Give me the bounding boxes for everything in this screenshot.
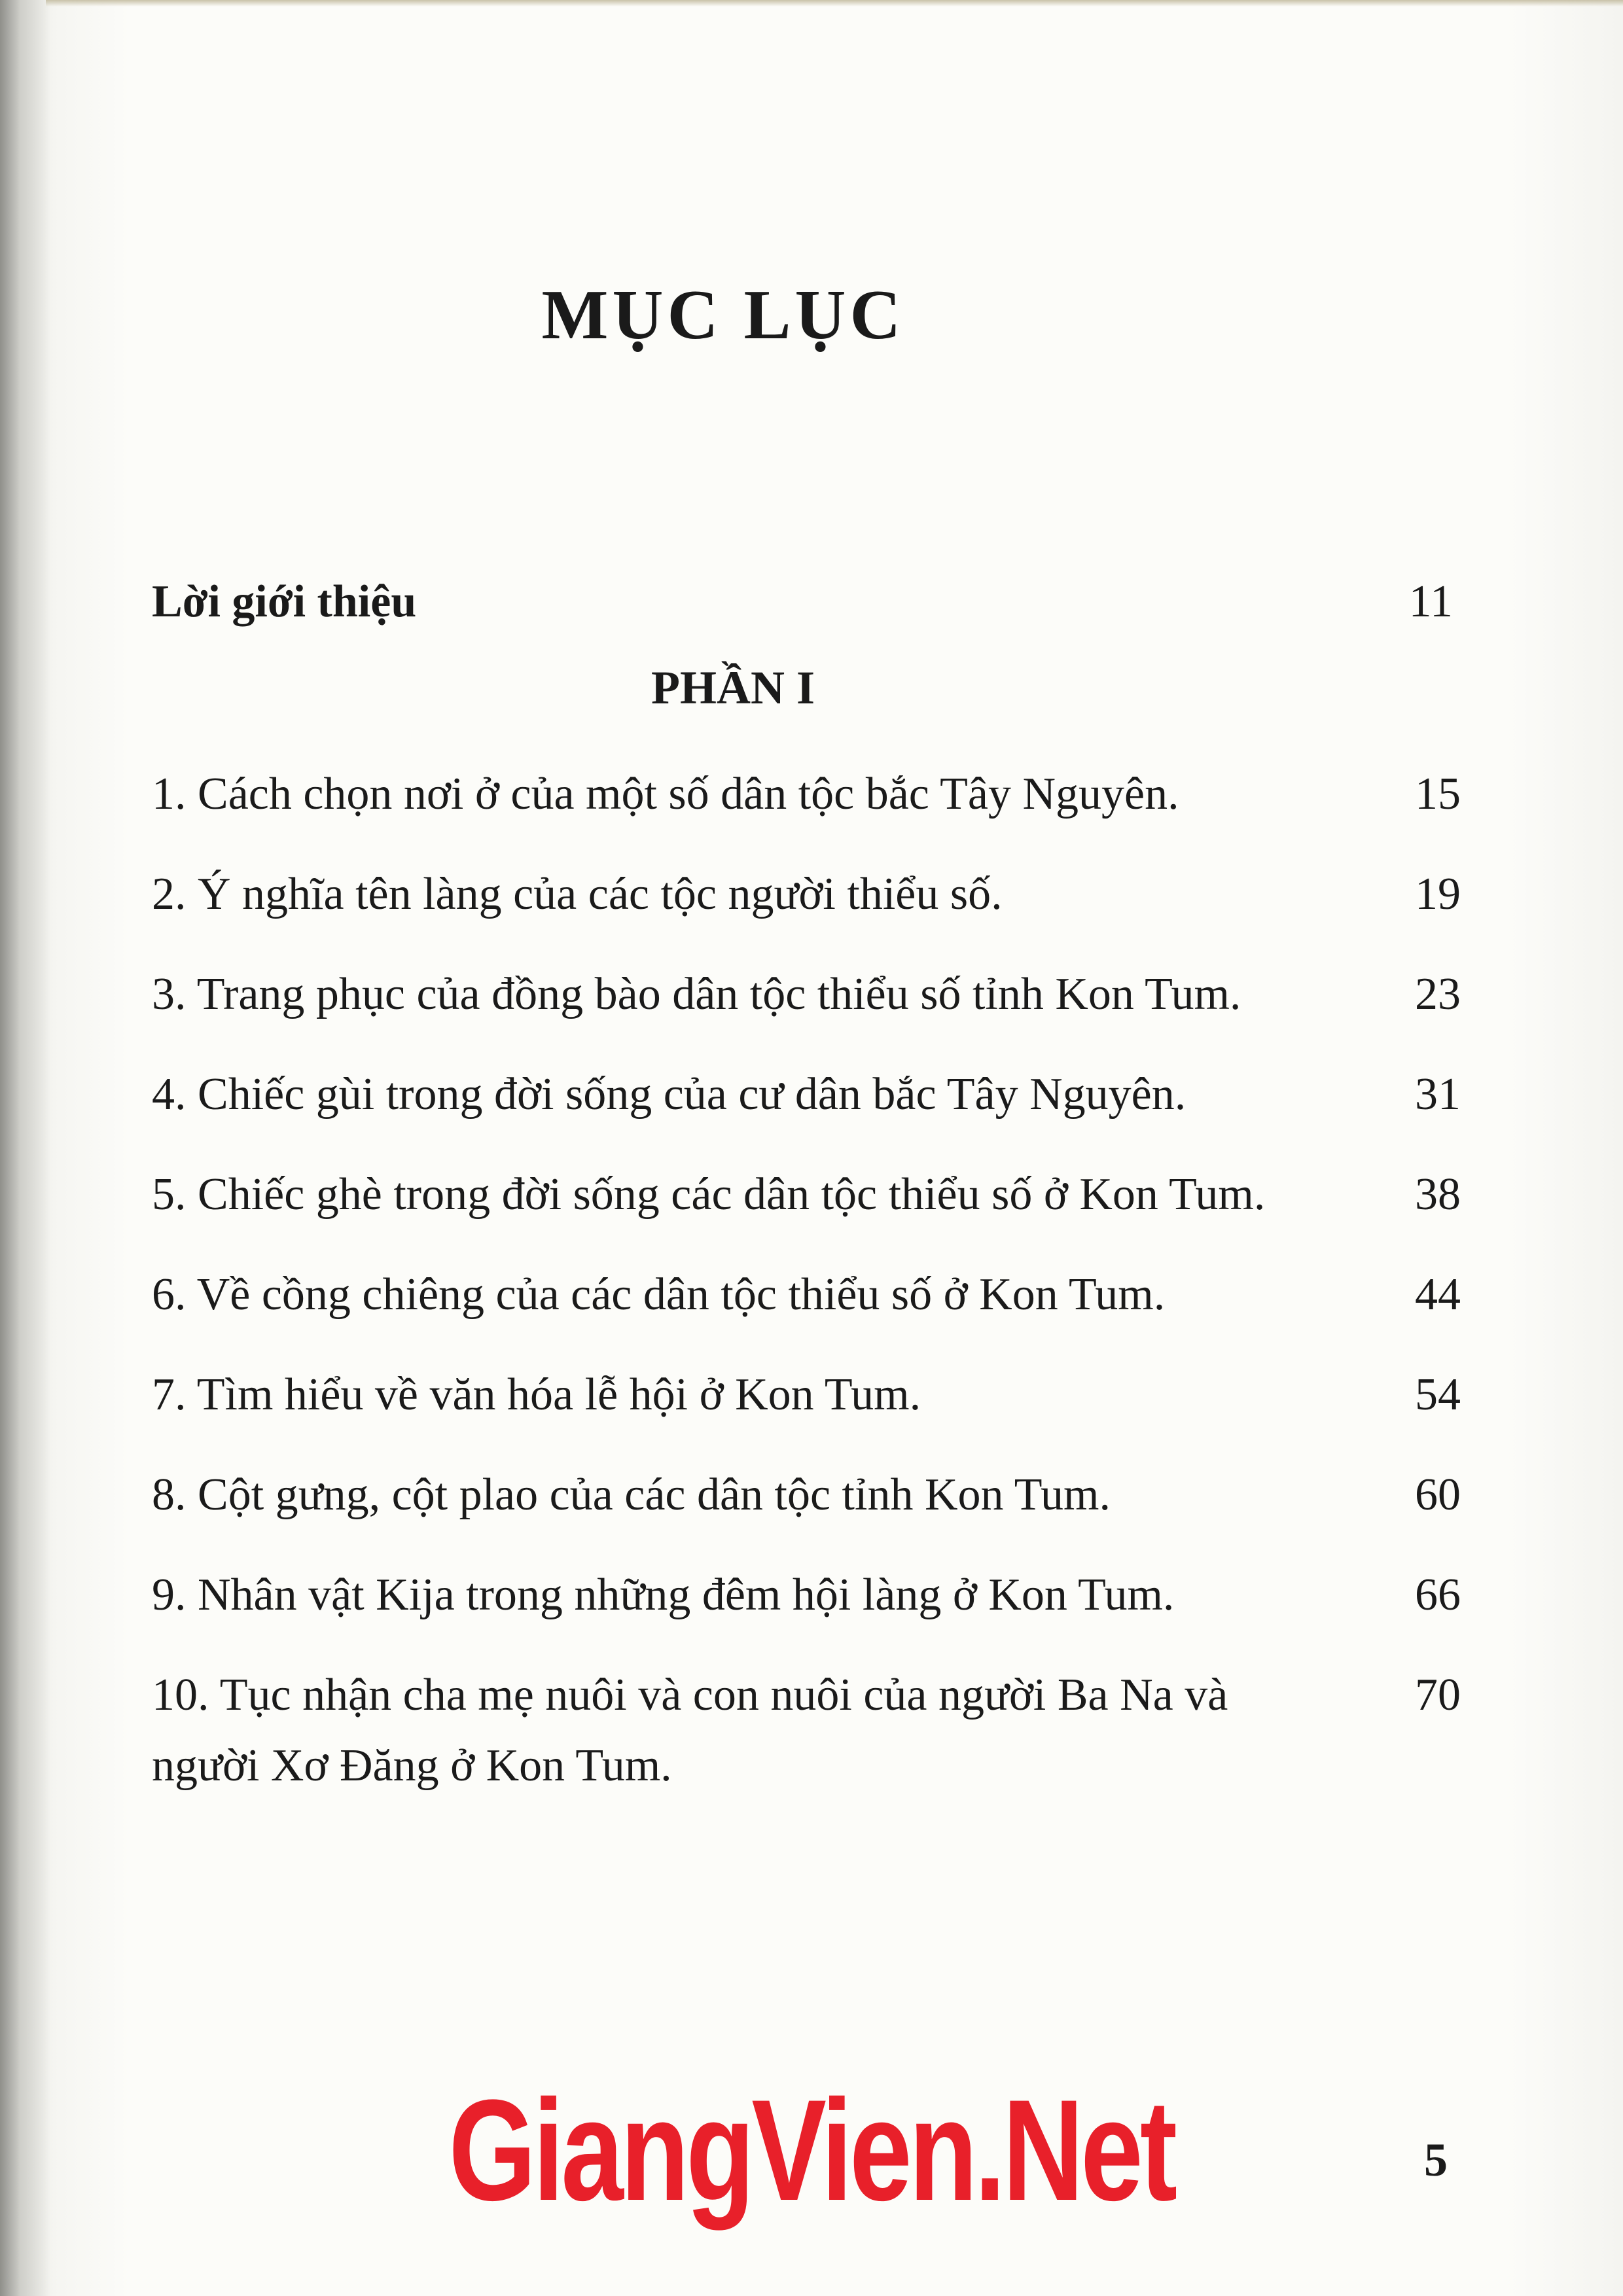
toc-entry-title: 10. Tục nhận cha mẹ nuôi và con nuôi của người Ba Na và người Xơ Đăng ở Kon Tum. xyxy=(152,1670,1228,1791)
toc-entry-title: 6. Về cồng chiêng của các dân tộc thiểu số ở Kon Tum. xyxy=(152,1269,1166,1320)
toc-entry xyxy=(152,1560,1461,1660)
page-top-edge xyxy=(46,0,1623,7)
toc-entry-title: 7. Tìm hiểu về văn hóa lễ hội ở Kon Tum. xyxy=(152,1369,921,1420)
toc-entry-page: 38 xyxy=(1415,1169,1461,1220)
toc-intro-row xyxy=(152,576,1453,648)
toc-entry xyxy=(152,959,1461,1059)
toc-entry-page: 19 xyxy=(1415,869,1461,919)
toc-entry-page: 54 xyxy=(1415,1369,1461,1420)
watermark-logo: GiangVien.Net xyxy=(448,2070,1175,2231)
toc-entry-title: 9. Nhân vật Kija trong những đêm hội làng ở Kon Tum. xyxy=(152,1570,1175,1620)
toc-entry-page: 31 xyxy=(1415,1069,1461,1120)
toc-entry xyxy=(152,1660,1461,1831)
toc-entry-page: 70 xyxy=(1415,1670,1461,1720)
toc-entry-page: 15 xyxy=(1415,769,1461,819)
toc-intro-label: Lời giới thiệu xyxy=(152,576,417,627)
toc-entry xyxy=(152,1260,1461,1360)
toc-entry-title: 5. Chiếc ghè trong đời sống các dân tộc thiểu số ở Kon Tum. xyxy=(152,1169,1266,1220)
toc-intro-page: 11 xyxy=(1408,576,1453,627)
toc-entry xyxy=(152,1059,1461,1159)
toc-entry xyxy=(152,1460,1461,1560)
toc-entry-page: 44 xyxy=(1415,1269,1461,1320)
toc-entry-title: 8. Cột gưng, cột plao của các dân tộc tỉnh Kon Tum. xyxy=(152,1470,1111,1520)
toc-entry-title: 3. Trang phục của đồng bào dân tộc thiểu số tỉnh Kon Tum. xyxy=(152,969,1241,1019)
toc-entry xyxy=(152,859,1461,959)
toc-list xyxy=(152,759,1461,1831)
toc-entry-page: 66 xyxy=(1415,1570,1461,1620)
page-number: 5 xyxy=(1424,2134,1448,2186)
toc-entry xyxy=(152,1360,1461,1460)
toc-entry-title: 4. Chiếc gùi trong đời sống của cư dân bắc Tây Nguyên. xyxy=(152,1069,1186,1120)
section-heading: PHẦN I xyxy=(651,662,815,714)
toc-entry-page: 60 xyxy=(1415,1470,1461,1520)
toc-entry-title: 1. Cách chọn nơi ở của một số dân tộc bắc Tây Nguyên. xyxy=(152,769,1179,819)
toc-entry-title: 2. Ý nghĩa tên làng của các tộc người thiểu số. xyxy=(152,869,1003,919)
toc-entry-page: 23 xyxy=(1415,969,1461,1019)
page-title: MỤC LỤC xyxy=(541,276,905,354)
toc-entry xyxy=(152,759,1461,859)
toc-entry xyxy=(152,1159,1461,1260)
